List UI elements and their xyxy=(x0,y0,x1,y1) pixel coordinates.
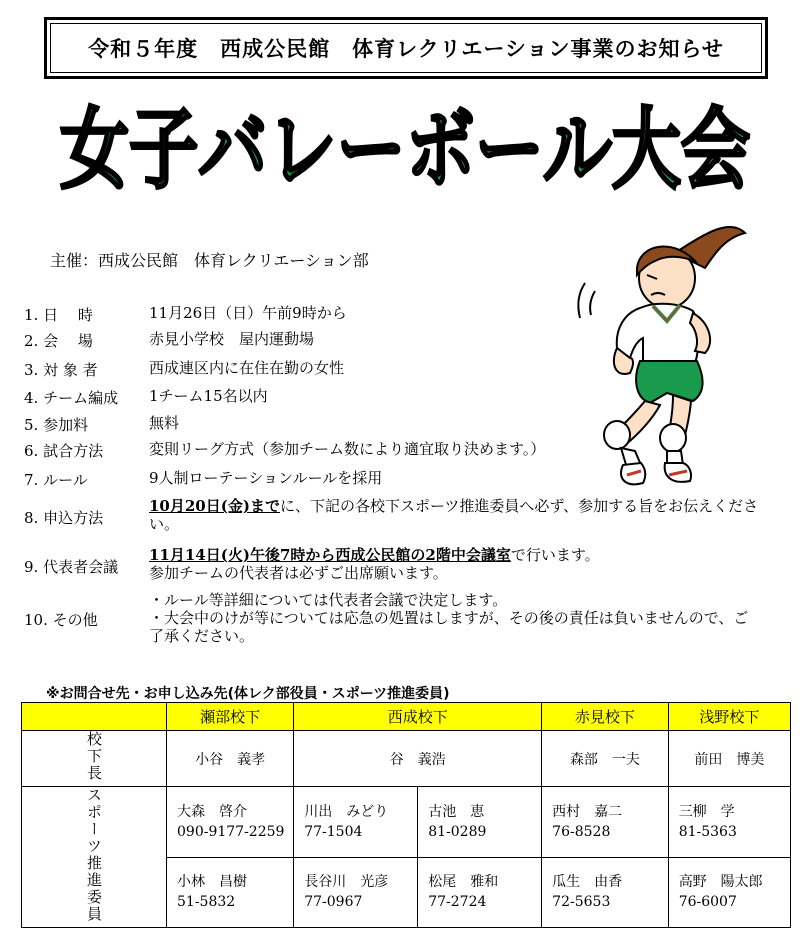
contact-table xyxy=(21,702,791,928)
members-label: スポーツ推進委員 xyxy=(22,787,167,928)
svg-text:女子バレーボール大会: 女子バレーボール大会 xyxy=(60,98,750,200)
table-header-row xyxy=(22,703,791,731)
member-cell: 長谷川 光彦 77-0967 xyxy=(294,857,418,928)
organizer: 主催：西成公民館 体育レクリエーション部 xyxy=(50,251,369,270)
district-nishinari: 西成校下 xyxy=(294,703,542,731)
meeting-datetime: 11月14日(火)午後7時から西成公民館の2階中会議室 xyxy=(149,546,511,564)
detail-eligibility: 3. 対 象 者 西成連区内に在住在勤の女性 xyxy=(24,359,345,379)
member-cell: 古池 恵 81-0289 xyxy=(418,787,542,858)
header-blank-cell xyxy=(22,703,167,731)
detail-format: 6. 試合方法 変則リーグ方式（参加チーム数により適宜取り決めます。） xyxy=(24,440,546,460)
district-sebu: 瀬部校下 xyxy=(167,703,294,731)
detail-date: 1. 日 時 11月26日（日）午前9時から xyxy=(24,304,347,324)
detail-rules: 7. ルール 9人制ローテーションルールを採用 xyxy=(24,469,383,489)
event-title xyxy=(55,84,755,200)
leader-akami: 森部 一夫 xyxy=(542,731,669,787)
table-row xyxy=(22,731,791,787)
header-title: 令和５年度 西成公民館 体育レクリエーション事業のお知らせ xyxy=(50,23,762,73)
member-cell: 小林 昌樹 51-5832 xyxy=(167,857,294,928)
detail-application: 8. 申込方法 10月20日(金)までに、下記の各校下スポーツ推進委員へ必ず、参加する旨をお伝えください。 xyxy=(24,497,759,533)
district-asano: 浅野校下 xyxy=(668,703,790,731)
contact-title: ※お問合せ先・お申し込み先(体レク部役員・スポーツ推進委員) xyxy=(46,686,450,702)
member-cell: 西村 嘉二 76-8528 xyxy=(542,787,669,858)
member-cell: 川出 みどり 77-1504 xyxy=(294,787,418,858)
detail-venue: 2. 会 場 赤見小学校 屋内運動場 xyxy=(24,330,315,350)
detail-meeting: 9. 代表者会議 11月14日(火)午後7時から西成公民館の2階中会議室で行います。 参加チームの代表者は必ずご出席願います。 xyxy=(24,546,600,582)
detail-fee: 5. 参加料 無料 xyxy=(24,414,180,434)
member-cell: 瓜生 由香 72-5653 xyxy=(542,857,669,928)
leader-nishinari: 谷 義浩 xyxy=(294,731,542,787)
leader-label: 校下長 xyxy=(22,731,167,787)
leader-asano: 前田 博美 xyxy=(668,731,790,787)
table-row xyxy=(22,787,791,858)
member-cell: 高野 陽太郎 76-6007 xyxy=(668,857,790,928)
leader-sebu: 小谷 義孝 xyxy=(167,731,294,787)
district-akami: 赤見校下 xyxy=(542,703,669,731)
member-cell: 松尾 雅和 77-2724 xyxy=(418,857,542,928)
detail-other: 10. その他 ・ルール等詳細については代表者会議で決定します。 ・大会中のけが等については応急の処置はしますが、その後の責任は負いませんので、ご了承ください。 xyxy=(24,591,749,645)
header-box xyxy=(44,17,768,79)
member-cell: 三柳 学 81-5363 xyxy=(668,787,790,858)
member-cell: 大森 啓介 090-9177-2259 xyxy=(167,787,294,858)
application-deadline: 10月20日(金)まで xyxy=(149,497,280,515)
detail-team: 4. チーム編成 1チーム15名以内 xyxy=(24,387,268,407)
